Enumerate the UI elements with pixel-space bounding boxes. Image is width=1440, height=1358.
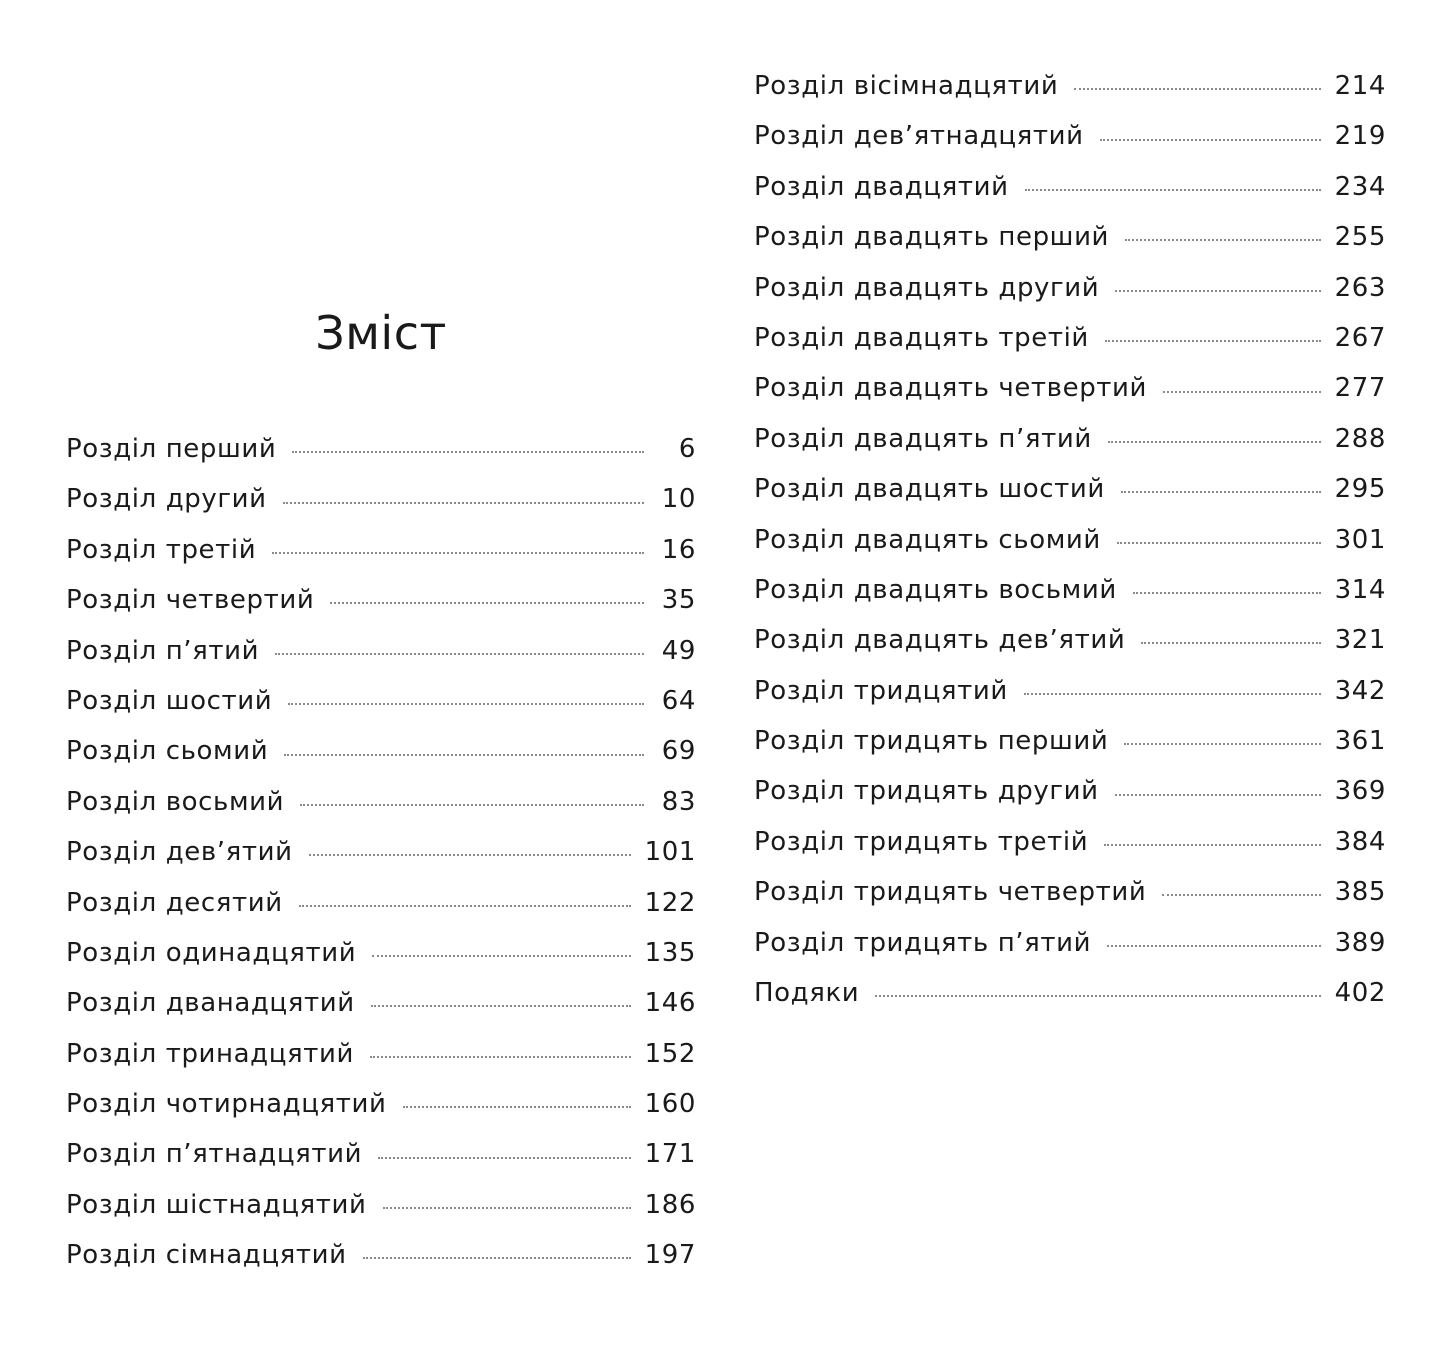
toc-entry-page-number: 16 [661,534,696,565]
toc-entry-title: Розділ тридцять четвертий [754,877,1147,908]
toc-entry-title: Розділ дев’ятнадцятий [754,121,1084,152]
toc-entry-title: Розділ тридцять п’ятий [754,927,1092,958]
toc-entry-page-number: 385 [1334,877,1386,908]
toc-entry-title: Розділ шостий [66,685,273,716]
toc-entry-title: Розділ десятий [66,887,283,918]
dot-leader [1141,642,1320,644]
toc-entry-page-number: 214 [1334,71,1386,101]
toc-entry-page-number: 83 [661,786,696,817]
toc-entry-page-number: 295 [1334,474,1386,505]
toc-entry-title: Розділ двадцять четвертий [754,373,1148,404]
dot-leader [1107,945,1320,947]
dot-leader [1162,894,1320,896]
toc-entry-page-number: 314 [1334,574,1386,605]
dot-leader [403,1106,631,1108]
toc-entry-page-number: 361 [1334,726,1386,757]
toc-entry[interactable] [754,766,1386,816]
toc-entry-page-number: 49 [661,635,696,666]
toc-entry-title: Розділ другий [66,484,267,515]
toc-entry[interactable] [754,313,1386,363]
dot-leader [288,703,644,705]
dot-leader [378,1157,630,1159]
toc-entry[interactable] [66,575,696,625]
dot-leader [1125,239,1321,241]
toc-entry[interactable] [754,263,1386,313]
toc-entry-title: Розділ дев’ятий [66,837,293,868]
toc-entry-page-number: 186 [644,1189,696,1220]
toc-entry[interactable] [754,212,1386,262]
toc-entry-title: Розділ п’ятнадцятий [66,1139,363,1170]
toc-entry[interactable] [66,474,696,524]
toc-entry[interactable] [754,968,1386,1018]
toc-entry-title: Розділ двадцятий [754,171,1009,202]
dot-leader [1121,491,1321,493]
toc-entry[interactable] [66,1129,696,1179]
dot-leader [1025,189,1321,191]
toc-entry-page-number: 263 [1334,272,1386,303]
toc-entry[interactable] [754,414,1386,464]
toc-entry-title: Розділ тридцять перший [754,726,1109,757]
toc-entry-title: Розділ перший [66,434,277,464]
dot-leader [272,552,644,554]
dot-leader [875,995,1320,997]
toc-entry[interactable] [754,464,1386,514]
dot-leader [1115,290,1320,292]
toc-entry-title: Розділ двадцять другий [754,272,1100,303]
dot-leader [300,804,644,806]
toc-entry[interactable] [754,918,1386,968]
toc-entry-page-number: 152 [644,1038,696,1069]
dot-leader [330,602,644,604]
toc-entry-page-number: 135 [644,937,696,968]
toc-entry-title: Розділ шістнадцятий [66,1189,367,1220]
toc-entry[interactable] [754,666,1386,716]
toc-entry-title: Розділ сьомий [66,736,269,767]
toc-entry-page-number: 64 [661,685,696,716]
dot-leader [1117,542,1321,544]
dot-leader [1163,391,1321,393]
toc-entry-page-number: 10 [661,484,696,515]
toc-entry[interactable] [754,565,1386,615]
page-title: Зміст [315,306,447,360]
toc-entry-title: Розділ восьмий [66,786,285,817]
toc-entry-title: Розділ одинадцятий [66,937,357,968]
toc-entry-title: Розділ четвертий [66,585,315,616]
toc-left-column [66,424,696,1281]
toc-entry-page-number: 160 [644,1089,696,1120]
toc-entry-title: Розділ вісімнадцятий [754,71,1059,101]
toc-entry-title: Розділ двадцять восьмий [754,574,1117,605]
toc-entry[interactable] [66,827,696,877]
dot-leader [371,1005,631,1007]
toc-entry-page-number: 146 [644,988,696,1019]
dot-leader [299,905,631,907]
toc-entry-page-number: 389 [1334,927,1386,958]
toc-entry[interactable] [754,515,1386,565]
toc-entry-page-number: 6 [678,434,696,464]
dot-leader [292,451,644,453]
toc-entry-page-number: 234 [1334,171,1386,202]
toc-entry[interactable] [66,1079,696,1129]
toc-entry[interactable] [754,363,1386,413]
toc-entry[interactable] [754,162,1386,212]
toc-entry[interactable] [66,424,696,474]
toc-entry-page-number: 342 [1334,675,1386,706]
toc-entry-title: Розділ двадцять шостий [754,474,1105,505]
toc-entry[interactable] [66,525,696,575]
toc-entry-page-number: 101 [644,837,696,868]
toc-entry[interactable] [66,978,696,1028]
dot-leader [372,955,630,957]
toc-entry[interactable] [66,676,696,726]
dot-leader [275,653,644,655]
toc-entry[interactable] [66,626,696,676]
dot-leader [1105,340,1321,342]
dot-leader [363,1257,631,1259]
toc-entry-title: Розділ тринадцятий [66,1038,355,1069]
toc-entry-page-number: 267 [1334,322,1386,353]
toc-entry-page-number: 277 [1334,373,1386,404]
toc-entry-page-number: 369 [1334,776,1386,807]
toc-entry[interactable] [754,615,1386,665]
toc-entry[interactable] [754,61,1386,111]
toc-entry-page-number: 219 [1334,121,1386,152]
dot-leader [1074,88,1320,90]
dot-leader [370,1056,631,1058]
toc-entry[interactable] [66,777,696,827]
toc-entry[interactable] [66,1180,696,1230]
toc-entry[interactable] [66,1029,696,1079]
toc-entry-title: Розділ п’ятий [66,635,260,666]
toc-entry-page-number: 171 [644,1139,696,1170]
toc-entry[interactable] [754,716,1386,766]
dot-leader [1124,743,1320,745]
toc-entry-title: Розділ сімнадцятий [66,1240,347,1271]
toc-entry-page-number: 301 [1334,524,1386,555]
toc-entry-title: Розділ тридцятий [754,675,1008,706]
toc-entry[interactable] [754,867,1386,917]
dot-leader [383,1207,631,1209]
toc-entry-page-number: 288 [1334,423,1386,454]
toc-entry-page-number: 35 [661,585,696,616]
toc-entry-page-number: 384 [1334,826,1386,857]
dot-leader [1100,139,1321,141]
toc-entry[interactable] [754,817,1386,867]
toc-entry[interactable] [754,111,1386,161]
toc-entry-title: Розділ двадцять сьомий [754,524,1101,555]
dot-leader [284,754,644,756]
dot-leader [1108,441,1321,443]
toc-entry-title: Розділ двадцять третій [754,322,1089,353]
toc-entry-page-number: 402 [1334,978,1386,1009]
toc-entry[interactable] [66,726,696,776]
toc-entry-title: Розділ тридцять другий [754,776,1099,807]
dot-leader [1133,592,1321,594]
toc-entry-title: Розділ третій [66,534,257,565]
toc-right-column [754,61,1386,1018]
dot-leader [1024,693,1321,695]
toc-entry-title: Розділ двадцять п’ятий [754,423,1092,454]
toc-entry-page-number: 122 [644,887,696,918]
toc-entry-page-number: 255 [1334,222,1386,253]
toc-entry[interactable] [66,878,696,928]
dot-leader [1115,794,1321,796]
toc-entry[interactable] [66,1230,696,1280]
dot-leader [283,502,644,504]
toc-entry-title: Розділ двадцять дев’ятий [754,625,1126,656]
toc-entry-title: Розділ чотирнадцятий [66,1089,387,1120]
dot-leader [309,854,631,856]
toc-entry[interactable] [66,928,696,978]
toc-entry-page-number: 197 [644,1240,696,1271]
toc-entry-title: Подяки [754,978,860,1009]
toc-entry-title: Розділ тридцять третій [754,826,1089,857]
dot-leader [1104,844,1320,846]
toc-entry-page-number: 69 [661,736,696,767]
toc-entry-title: Розділ двадцять перший [754,222,1110,253]
toc-entry-page-number: 321 [1334,625,1386,656]
toc-entry-title: Розділ дванадцятий [66,988,355,1019]
